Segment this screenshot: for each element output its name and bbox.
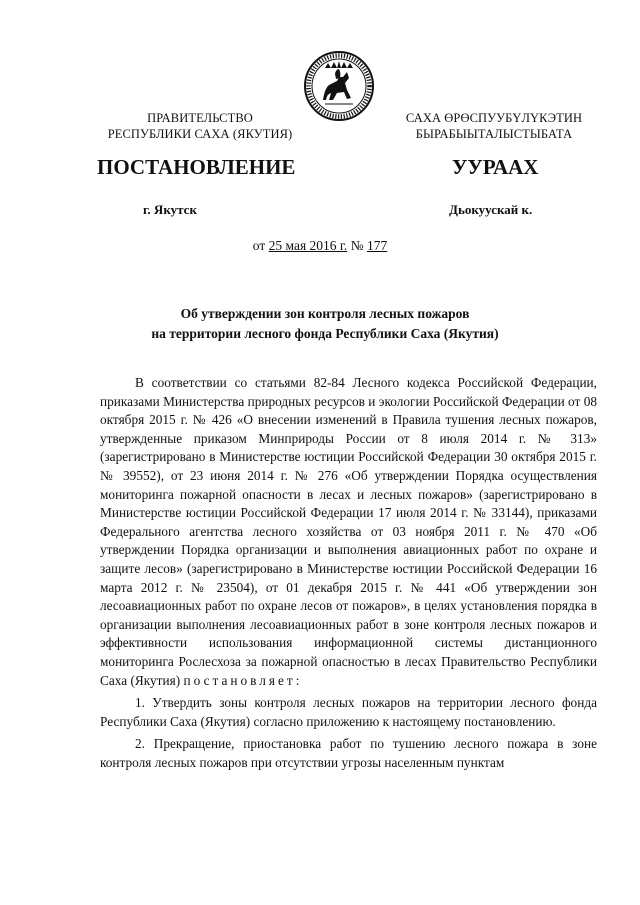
number-prefix: № (347, 238, 367, 253)
document-body (100, 374, 597, 772)
decree-date: 25 мая 2016 г. (268, 238, 348, 253)
government-name-yakut-line2: БЫРАБЫЫТАЛЫСТЫБАТА (415, 127, 573, 141)
city-yakut: Дьокуускай к. (449, 202, 533, 217)
date-and-number (0, 238, 640, 254)
intro-paragraph (100, 374, 597, 690)
document-title (110, 304, 540, 344)
government-name-russian (100, 110, 300, 142)
government-name-yakut-line1: САХА ӨРӨСПУУБҮЛҮКЭТИН (405, 111, 583, 125)
city-russian: г. Якутск (143, 202, 197, 217)
intro-text: В соответствии со статьями 82-84 Лесного кодекса Российской Федерации, приказами Министерства природных ресурсов и экологии Российской Федерации от 08 октября 2015 г. № 426 «О внесении изменений в Правила тушения лесных пожаров, утвержденные приказом Минприроды России от 8 июля 2014 г. № 313» (зарегистрировано в Министерстве юстиции Российской Федерации 30 октября 2015 г. № 39552), от 23 июня 2014 г. № 276 «Об утверждении Порядка осуществления мониторинга пожарной опасности в лесах и лесных пожаров» (зарегистрировано в Министерстве юстиции Российской Федерации 17 июля 2014 г. № 33144), приказами Федерального агентства лесного хозяйства от 03 ноября 2011 г. № 470 «Об утверждении Порядка организации и выполнения авиационных работ по охране и защите лесов» (зарегистрировано в Министерстве юстиции Российской Федерации 16 марта 2012 г. № 23504), от 01 декабря 2015 г. № 441 «Об утверждении зон лесоавиационных работ по охране лесов от пожаров», в целях установления порядка в организации выполнения лесоавиационных работ в зоне контроля лесных пожаров и эффективности использования информационной системы дистанционного мониторинга Рослесхоза за пожарной опасностью в лесах Правительство Республики Саха (Якутия) (100, 375, 597, 688)
government-name-line1: ПРАВИТЕЛЬСТВО (147, 111, 253, 125)
government-name-line2: РЕСПУБЛИКИ САХА (ЯКУТИЯ) (107, 127, 293, 141)
clause-2: 2. Прекращение, приостановка работ по тушению лесного пожара в зоне контроля лесных пожаров при отсутствии угрозы населенным пунктам (100, 736, 597, 770)
document-title-line1: Об утверждении зон контроля лесных пожаров (180, 306, 470, 321)
doc-type-russian: ПОСТАНОВЛЕНИЕ (97, 155, 296, 179)
doc-type-yakut: УУРААХ (452, 155, 539, 179)
clause-1: 1. Утвердить зоны контроля лесных пожаров на территории лесного фонда Республики Саха (Якутия) согласно приложению к настоящему постановлению. (100, 695, 597, 729)
government-name-yakut (384, 110, 604, 142)
decree-number: 177 (366, 238, 388, 253)
coat-of-arms-emblem-icon (303, 50, 375, 122)
document-title-line2: на территории лесного фонда Республики Саха (Якутия) (151, 326, 499, 341)
decree-word: постановляет: (183, 672, 303, 688)
date-prefix: от (252, 238, 269, 253)
